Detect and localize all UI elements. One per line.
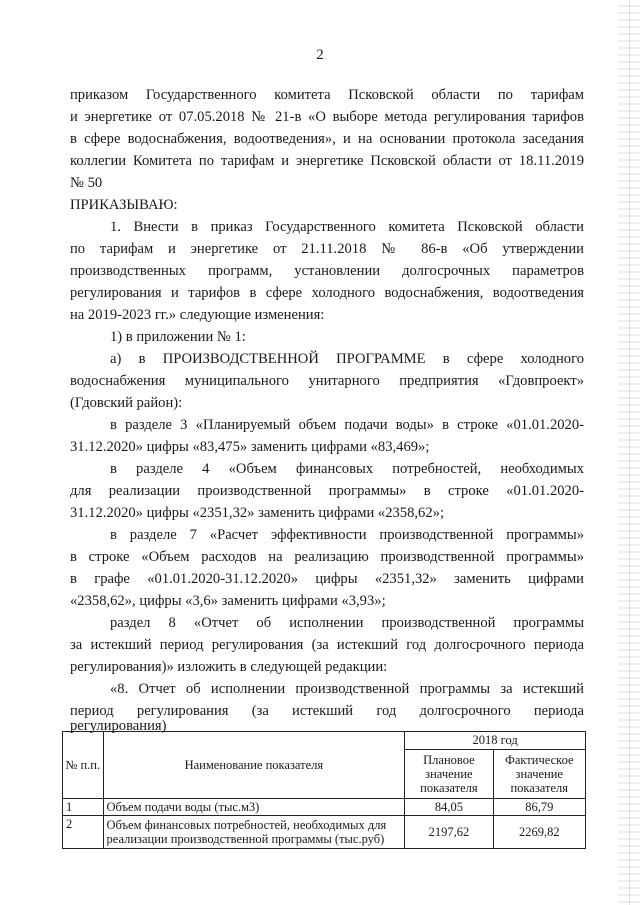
row-num: 2: [63, 816, 104, 849]
report-table: [62, 731, 586, 849]
order-heading: ПРИКАЗЫВАЮ:: [70, 197, 178, 213]
scan-edge-line: [629, 0, 630, 905]
text-line: период регулирования (за истекший год долгосрочного периода: [70, 703, 584, 719]
text-line: 31.12.2020» цифры «83,475» заменить цифрами «83,469»;: [70, 439, 430, 455]
text-line: в разделе 3 «Планируемый объем подачи воды» в строке «01.01.2020-: [110, 417, 584, 433]
row-fact: 2269,82: [493, 816, 585, 849]
header-year: 2018 год: [405, 732, 586, 750]
text-line: в разделе 4 «Объем финансовых потребностей, необходимых: [110, 461, 584, 477]
row-name: Объем подачи воды (тыс.м3): [103, 799, 405, 816]
text-line: в разделе 7 «Расчет эффективности производственной программы»: [110, 527, 584, 543]
table-row: [63, 816, 586, 849]
text-line: 1. Внести в приказ Государственного комитета Псковской области: [110, 219, 584, 235]
text-line: регулирования)» изложить в следующей редакции:: [70, 659, 388, 675]
text-line: за истекший период регулирования (за истекший год долгосрочного периода: [70, 637, 584, 653]
text-line: а) в ПРОИЗВОДСТВЕННОЙ ПРОГРАММЕ в сфере холодного: [110, 351, 584, 367]
text-line: коллегии Комитета по тарифам и энергетике Псковской области от 18.11.2019: [70, 153, 584, 169]
text-line: на 2019-2023 гг.» следующие изменения:: [70, 307, 325, 323]
text-line: приказом Государственного комитета Псковской области по тарифам: [70, 87, 584, 103]
text-line: в сфере водоснабжения, водоотведения», и на основании протокола заседания: [70, 131, 584, 147]
header-num: № п.п.: [63, 732, 104, 799]
text-line: «2358,62», цифры «3,6» заменить цифрами «3,93»;: [70, 593, 386, 609]
text-line: регулирования и тарифов в сфере холодного водоснабжения, водоотведения: [70, 285, 584, 301]
row-name: Объем финансовых потребностей, необходимых для реализации производственной программы (тыс.руб): [103, 816, 405, 849]
text-line: «8. Отчет об исполнении производственной программы за истекший: [110, 681, 584, 697]
header-plan: Плановое значение показателя: [405, 749, 493, 798]
text-line: 1) в приложении № 1:: [110, 329, 246, 345]
row-fact: 86,79: [493, 799, 585, 816]
page-number: 2: [316, 47, 324, 63]
text-line: производственных программ, установлении долгосрочных параметров: [70, 263, 584, 279]
text-line: и энергетике от 07.05.2018 № 21-в «О выборе метода регулирования тарифов: [70, 109, 584, 125]
table-row: [63, 799, 586, 816]
text-line: в строке «Объем расходов на реализацию производственной программы»: [70, 549, 584, 565]
text-line: № 50: [70, 175, 103, 191]
row-num: 1: [63, 799, 104, 816]
text-line: по тарифам и энергетике от 21.11.2018 № 86-в «Об утверждении: [70, 241, 584, 257]
text-line: в графе «01.01.2020-31.12.2020» цифры «2351,32» заменить цифрами: [70, 571, 584, 587]
header-fact: Фактическое значение показателя: [493, 749, 585, 798]
row-plan: 84,05: [405, 799, 493, 816]
row-plan: 2197,62: [405, 816, 493, 849]
text-line: раздел 8 «Отчет об исполнении производственной программы: [110, 615, 584, 631]
text-line: водоснабжения муниципального унитарного предприятия «Гдовпроект»: [70, 373, 584, 389]
text-line: (Гдовский район):: [70, 395, 183, 411]
text-line: регулирования): [70, 718, 167, 734]
header-name: Наименование показателя: [103, 732, 405, 799]
text-line: 31.12.2020» цифры «2351,32» заменить цифрами «2358,62»;: [70, 505, 444, 521]
text-line: для реализации производственной программы» в строке «01.01.2020-: [70, 483, 584, 499]
